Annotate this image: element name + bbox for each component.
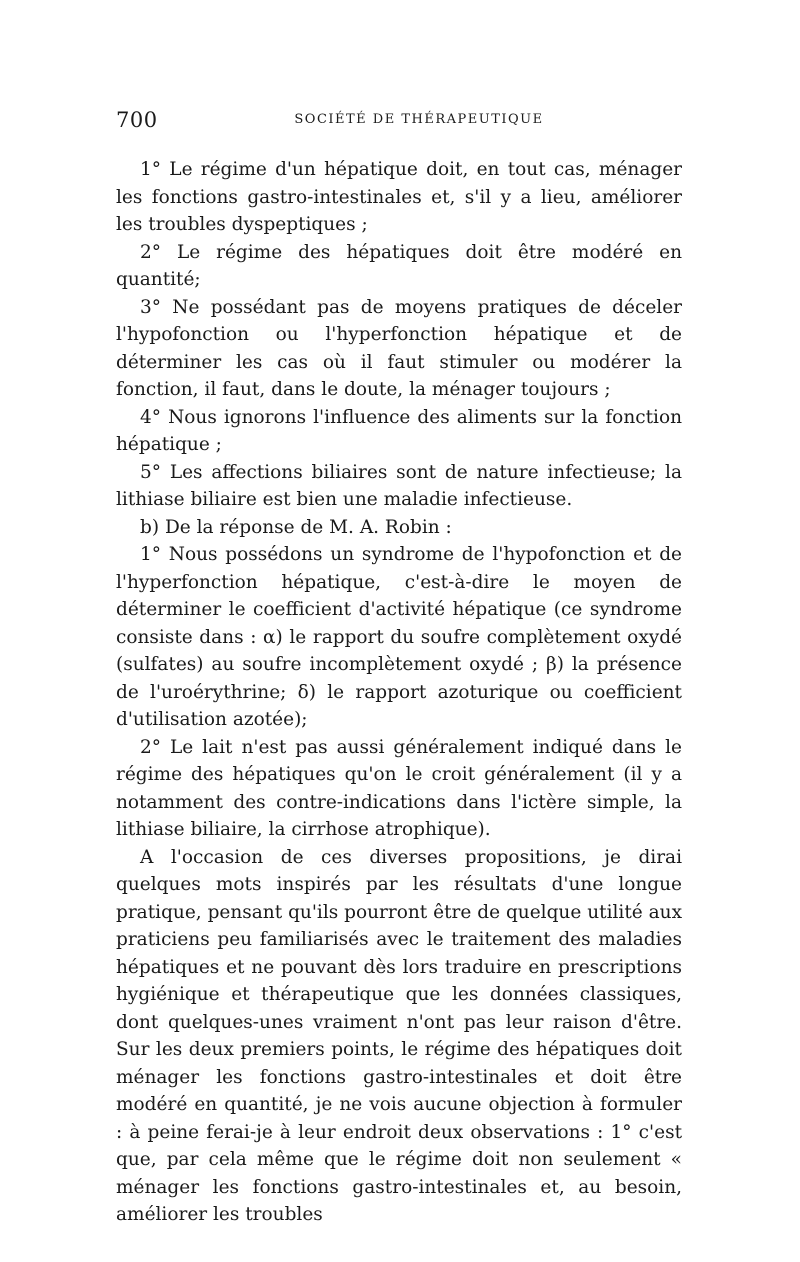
running-title: SOCIÉTÉ DE THÉRAPEUTIQUE [294, 112, 544, 127]
paragraph-6: b) De la réponse de M. A. Robin : [140, 516, 452, 538]
paragraph-4: 4° Nous ignorons l'influence des aliments sur la fonction hépatique ; [116, 406, 682, 455]
paragraph-9: A l'occasion de ces diverses propositions, je dirai quelques mots inspirés par les résultats d'une longue pratique, pensant qu'ils pourront être de quelque utilité aux praticiens peu familiarisés avec le traitement des maladies hépatiques et ne pouvant dès lors traduire en prescriptions hygiénique et thérapeutique que les données classiques, dont quelques-unes vraiment n'ont pas leur raison d'être. Sur les deux premiers points, le régime des hépatiques doit ménager les fonctions gastro-intestinales et doit être modéré en quantité, je ne vois aucune objection à formuler : à peine ferai-je à leur endroit deux observations : 1° c'est que, par cela même que le régime doit non seulement « ménager les fonctions gastro-intestinales et, au besoin, améliorer les troubles [116, 846, 682, 1225]
page-header [116, 108, 682, 142]
paragraph-7: 1° Nous possédons un syndrome de l'hypofonction et de l'hyperfonction hépatique, c'est-à-dire le moyen de déterminer le coefficient d'activité hépatique (ce syndrome consiste dans : α) le rapport du soufre complètement oxydé (sulfates) au soufre incomplètement oxydé ; β) la présence de l'uroérythrine; δ) le rapport azoturique ou coefficient d'utilisation azotée); [116, 544, 682, 730]
page-number: 700 [116, 108, 158, 132]
book-page [116, 108, 682, 1229]
paragraph-2: 2° Le régime des hépatiques doit être modéré en quantité; [116, 241, 682, 290]
paragraph-5: 5° Les affections biliaires sont de nature infectieuse; la lithiase biliaire est bien une maladie infectieuse. [116, 461, 682, 510]
paragraph-3: 3° Ne possédant pas de moyens pratiques de déceler l'hypofonction ou l'hyperfonction hépatique et de déterminer les cas où il faut stimuler ou modérer la fonction, il faut, dans le doute, la ménager toujours ; [116, 296, 682, 400]
paragraph-8: 2° Le lait n'est pas aussi généralement indiqué dans le régime des hépatiques qu'on le croit généralement (il y a notamment des contre-indications dans l'ictère simple, la lithiase biliaire, la cirrhose atrophique). [116, 736, 682, 840]
paragraph-1: 1° Le régime d'un hépatique doit, en tout cas, ménager les fonctions gastro-intestinales et, s'il y a lieu, améliorer les troubles dyspeptiques ; [116, 159, 682, 235]
